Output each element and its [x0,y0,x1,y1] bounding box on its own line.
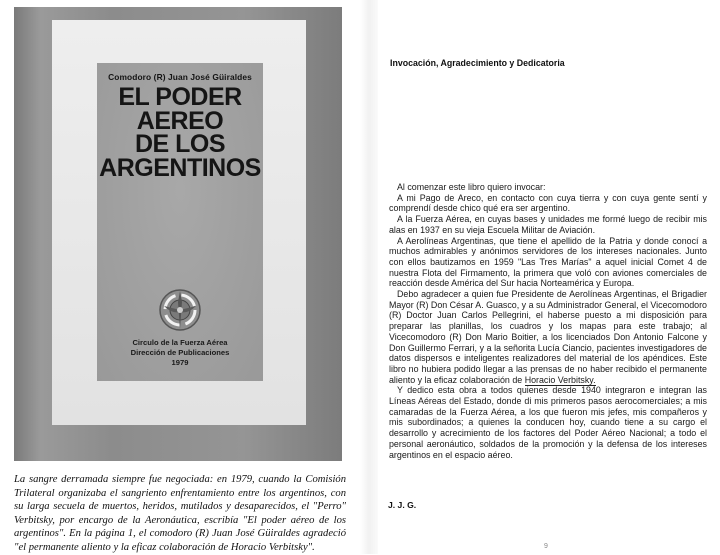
paragraph: Y dedico esta obra a todos quienes desde 1940 integraron e integran las Líneas Aéreas del Estado, donde di mis primeros pasos aerocomerciales; a mis camaradas de la Fuerza Aérea, a los que fueron mis jefes, mis compañeros y mis subordinados; a quienes la conducen hoy, cuando tiene a su cargo el desarrollo y acrecimiento de los factores del Poder Aéreo Nacional; a todo el personal aeronáutico, soldados de la promoción y la defensa de los intereses argentinos en el espacio aéreo. [389,385,707,460]
cover-title [97,83,263,182]
cover-inner-border [52,20,306,425]
page-body [389,182,707,460]
air-force-emblem-icon [158,288,202,332]
cover-title-panel [97,63,263,381]
paragraph: Al comenzar este libro quiero invocar: [397,182,546,192]
signature-initials: J. J. G. [388,500,417,510]
page-heading: Invocación, Agradecimiento y Dedicatoria [390,58,565,68]
acknowledgement-text: Debo agradecer a quien fue Presidente de Aerolíneas Argentinas, el Brigadier Mayor (R) Don César A. Guasco, y a su Administrador General, el Vicecomodoro (R) Doctor Juan Carlos Pellegrini, el haberse puesto a mi disposición para preparar las planillas, los cuadros y los mapas para este trabajo; al Vicecomodoro (R) Don Mario Boitier, a los licenciados Don Antonio Falcone y Don Guillermo Ferrari, y a la señorita Lucía Ciancio, pacientes investigadores de datos dispersos e inteligentes realizadores del material de los apéndices. Este libro no hubiera podido llegar a las prensas de no haber recibido el permanente aliento y la eficaz colaboración de [389,289,707,385]
paragraph: A la Fuerza Aérea, en cuyas bases y unidades me formé luego de recibir mis alas en 1937 en su vieja Escuela Militar de Aviación. [389,214,707,235]
cover-title-line: EL PODER [118,83,242,111]
cover-publisher [97,338,263,368]
publisher-line: Dirección de Publicaciones [130,348,230,357]
publisher-line: Circulo de la Fuerza Aérea [132,338,228,347]
book-cover-photo [14,7,342,461]
cover-title-line: ARGENTINOS [99,153,261,182]
cover-caption: La sangre derramada siempre fue negociada: en 1979, cuando la Comisión Trilateral organizaba el sangriento enfrentamiento entre los argentinos, con su larga secuela de muertos, heridos, mutilados y desaparecidos, el "Perro" Verbitsky, por encargo de la Aeronáutica, escribía "El poder aéreo de los argentinos". En la página 1, el comodoro (R) Juan José Güiraldes agradeció "el permanente aliento y la eficaz colaboración de Horacio Verbitsky". [14,474,346,553]
underlined-name: Horacio Verbitsky. [524,374,596,385]
cover-title-line: DE LOS [134,130,226,158]
paragraph-acknowledgement [389,289,707,385]
page-number: 9 [544,543,548,550]
publisher-year: 1979 [171,358,189,367]
paragraph: A Aerolíneas Argentinas, que tiene el apellido de la Patria y donde conocí a muchos admirables y anónimos servidores de los intereses nacionales. Junto con ellos bautizamos en 1959 "Las Tres Marías" a aquel inicial Comet 4 de nuestra Flota del Firmamento, la primera que voló con aviones comerciales de reacción desde América del Sur hacia Norteamérica y Europa. [389,235,707,289]
cover-author: Comodoro (R) Juan José Güiraldes [108,72,252,82]
cover-title-line: AEREO [136,106,224,135]
page-gutter [360,0,378,554]
paragraph: A mi Pago de Areco, en contacto con cuya tierra y con cuya gente sentí y comprendí desde chico qué era ser argentino. [389,192,707,214]
